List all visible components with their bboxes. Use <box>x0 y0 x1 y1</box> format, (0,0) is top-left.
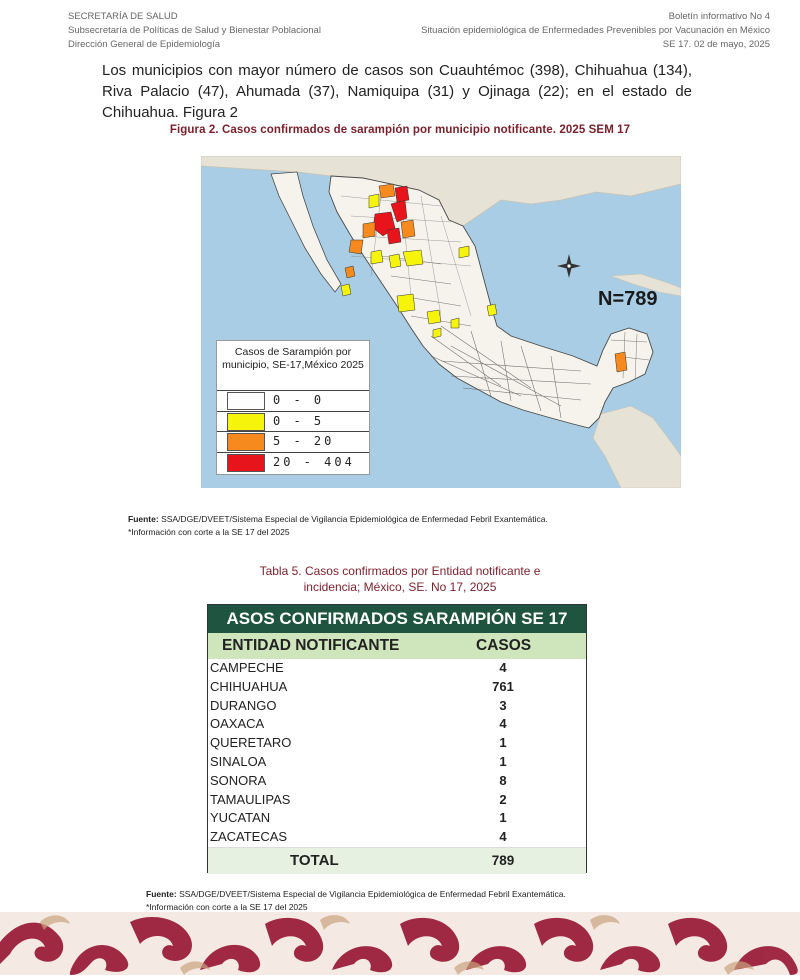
table-title-line2: incidencia; México, SE. No 17, 2025 <box>303 580 497 594</box>
table-row <box>208 791 586 810</box>
table-row <box>208 828 586 847</box>
legend-title: Casos de Sarampión por municipio, SE-17,México 2025 <box>222 346 364 371</box>
cell-casos: 1 <box>499 753 507 769</box>
intro-paragraph <box>102 60 692 123</box>
cell-entidad: SONORA <box>210 772 267 788</box>
cell-entidad: CAMPECHE <box>210 660 284 675</box>
municipality-yellow-11 <box>433 328 441 338</box>
central-america-land <box>593 406 681 488</box>
source-label: Fuente: <box>128 514 159 524</box>
municipality-yellow-8 <box>487 304 497 316</box>
total-cases-label: N=789 <box>598 288 658 310</box>
municipality-orange-1 <box>379 184 395 198</box>
municipality-yellow-5 <box>397 294 415 312</box>
header-right <box>421 10 770 52</box>
municipality-orange-3 <box>401 220 415 238</box>
table-source-line <box>146 888 566 901</box>
cell-entidad: SINALOA <box>210 753 267 769</box>
header-ministry: SECRETARÍA DE SALUD <box>68 11 178 22</box>
table-row <box>208 678 586 697</box>
header-situation: Situación epidemiológica de Enfermedades Prevenibles por Vacunación en México <box>421 25 770 36</box>
municipality-orange-2 <box>363 222 375 238</box>
compass-rose-icon <box>557 254 581 278</box>
cell-entidad: TAMAULIPAS <box>210 791 291 807</box>
map-legend <box>216 340 370 475</box>
municipality-yellow-9 <box>459 246 469 258</box>
source-text: SSA/DGE/DVEET/Sistema Especial de Vigilancia Epidemiológica de Enfermedad Febril Exantemática. <box>158 514 548 524</box>
table-row <box>208 659 586 678</box>
table-row <box>208 772 586 791</box>
cell-casos: 8 <box>499 772 507 788</box>
legend-swatch <box>227 392 265 410</box>
legend-swatch <box>227 413 265 431</box>
figure-source-line <box>128 513 548 526</box>
table-title <box>0 563 800 595</box>
cell-entidad: DURANGO <box>210 697 277 713</box>
table-title-line1: Tabla 5. Casos confirmados por Entidad notificante e <box>259 564 541 578</box>
legend-item <box>217 452 369 473</box>
legend-item <box>217 411 369 432</box>
table-total-row <box>208 847 586 874</box>
cell-casos: 4 <box>499 829 507 845</box>
cell-entidad: QUERETARO <box>210 735 292 751</box>
decorative-footer <box>0 912 800 975</box>
municipality-red-riva-palacio <box>387 228 401 244</box>
column-header-entidad: ENTIDAD NOTIFICANTE <box>222 637 400 654</box>
source-text: SSA/DGE/DVEET/Sistema Especial de Vigilancia Epidemiológica de Enfermedad Febril Exantemática. <box>176 889 566 899</box>
table-source <box>146 888 566 914</box>
municipality-orange-5 <box>345 266 355 278</box>
cell-casos: 4 <box>499 716 507 732</box>
cell-entidad: ZACATECAS <box>210 829 288 845</box>
cell-casos: 4 <box>499 660 507 675</box>
cases-table <box>207 604 587 873</box>
figure-source <box>128 513 548 539</box>
table-row <box>208 715 586 734</box>
municipality-yellow-2 <box>371 250 383 264</box>
municipality-yellow-10 <box>341 284 351 296</box>
header-bulletin: Boletín informativo No 4 <box>668 11 770 22</box>
legend-item <box>217 431 369 452</box>
municipality-yellow-6 <box>427 310 441 324</box>
table-header: ASOS CONFIRMADOS SARAMPIÓN SE 17 <box>208 605 586 633</box>
source-label: Fuente: <box>146 889 177 899</box>
legend-item <box>217 390 369 411</box>
legend-label: 20 - 404 <box>273 454 355 469</box>
legend-swatch <box>227 433 265 451</box>
footer-pattern <box>0 912 800 975</box>
header-direccion: Dirección General de Epidemiología <box>68 39 221 50</box>
table-column-headers <box>208 633 586 659</box>
municipality-yellow-7 <box>451 318 459 328</box>
municipality-orange-campeche <box>615 352 627 372</box>
cell-entidad: OAXACA <box>210 716 265 732</box>
source-note: *Información con corte a la SE 17 del 2025 <box>128 527 290 537</box>
table-row <box>208 753 586 772</box>
table-row <box>208 734 586 753</box>
figure-title: Figura 2. Casos confirmados de sarampión por municipio notificante. 2025 SEM 17 <box>169 124 631 136</box>
cell-casos: 761 <box>492 678 514 694</box>
cell-entidad: CHIHUAHUA <box>210 678 288 694</box>
column-header-casos: CASOS <box>476 637 532 654</box>
municipality-red-ahumada <box>395 186 409 202</box>
cell-casos: 2 <box>499 791 507 807</box>
legend-label: 5 - 20 <box>273 434 335 448</box>
total-label: TOTAL <box>290 851 339 869</box>
source-note: *Información con corte a la SE 17 del 2025 <box>146 902 308 912</box>
municipality-yellow-4 <box>389 254 401 268</box>
cell-casos: 3 <box>499 697 507 713</box>
municipality-orange-4 <box>349 240 363 254</box>
table-row <box>208 809 586 828</box>
legend-swatch <box>227 454 265 472</box>
municipality-yellow-1 <box>369 194 379 208</box>
cell-entidad: YUCATAN <box>210 810 271 826</box>
cell-casos: 1 <box>499 735 507 751</box>
intro-text: Los municipios con mayor número de casos son Cuauhtémoc (398), Chihuahua (134), Riva Palacio (47), Ahumada (37), Namiquipa (31) y Ojinaga (22); en el estado de Chihuahua. Figura 2 <box>102 62 692 121</box>
total-value: 789 <box>491 852 515 868</box>
header-date: SE 17. 02 de mayo, 2025 <box>662 39 770 50</box>
cell-casos: 1 <box>499 810 507 826</box>
header-subsecretaria: Subsecretaría de Políticas de Salud y Bienestar Poblacional <box>68 25 321 36</box>
table-row <box>208 697 586 716</box>
legend-label: 0 - 5 <box>273 413 325 428</box>
legend-label: 0 - 0 <box>273 393 325 407</box>
header-left <box>68 10 321 52</box>
